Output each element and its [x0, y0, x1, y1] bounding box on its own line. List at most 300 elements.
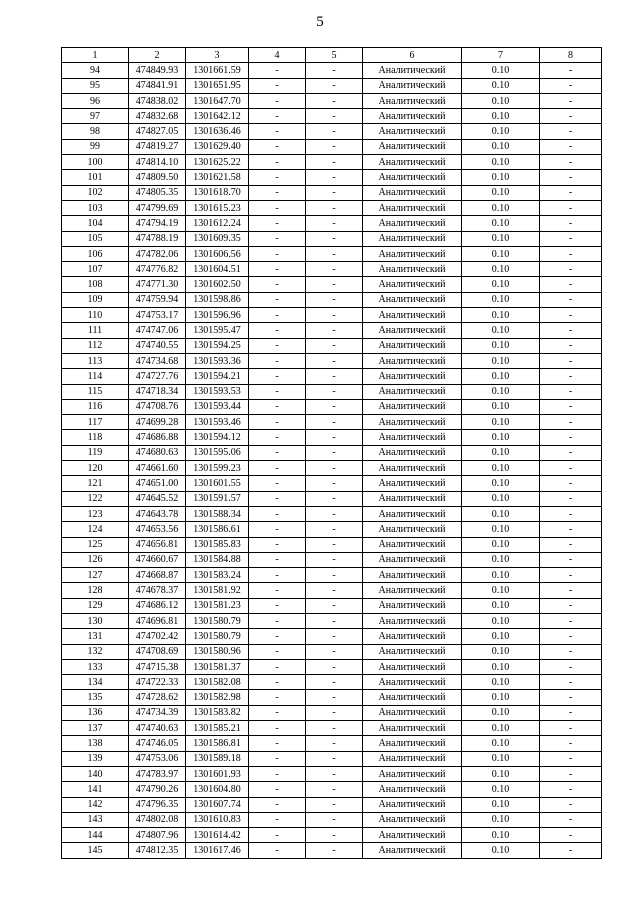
cell-col-4: - — [249, 399, 306, 414]
column-header-3: 3 — [186, 48, 249, 63]
cell-accuracy: 0.10 — [462, 384, 540, 399]
cell-x-coordinate: 474653.56 — [129, 522, 186, 537]
cell-method: Аналитический — [363, 613, 462, 628]
table-row — [62, 109, 602, 124]
table-row — [62, 598, 602, 613]
cell-y-coordinate: 1301595.47 — [186, 323, 249, 338]
cell-y-coordinate: 1301615.23 — [186, 200, 249, 215]
cell-col-5: - — [306, 491, 363, 506]
cell-x-coordinate: 474747.06 — [129, 323, 186, 338]
cell-col-5: - — [306, 353, 363, 368]
cell-col-4: - — [249, 262, 306, 277]
cell-col-4: - — [249, 415, 306, 430]
cell-y-coordinate: 1301591.57 — [186, 491, 249, 506]
cell-y-coordinate: 1301651.95 — [186, 78, 249, 93]
table-header-row — [62, 48, 602, 63]
cell-accuracy: 0.10 — [462, 63, 540, 78]
cell-point-number: 133 — [62, 659, 129, 674]
table-row — [62, 675, 602, 690]
cell-x-coordinate: 474782.06 — [129, 246, 186, 261]
cell-y-coordinate: 1301593.46 — [186, 415, 249, 430]
cell-col-8: - — [540, 476, 602, 491]
column-header-6: 6 — [363, 48, 462, 63]
cell-point-number: 136 — [62, 705, 129, 720]
cell-x-coordinate: 474832.68 — [129, 109, 186, 124]
cell-col-5: - — [306, 185, 363, 200]
column-header-7: 7 — [462, 48, 540, 63]
cell-col-5: - — [306, 246, 363, 261]
cell-accuracy: 0.10 — [462, 170, 540, 185]
cell-accuracy: 0.10 — [462, 659, 540, 674]
cell-col-4: - — [249, 782, 306, 797]
cell-x-coordinate: 474661.60 — [129, 461, 186, 476]
cell-x-coordinate: 474734.68 — [129, 353, 186, 368]
cell-point-number: 141 — [62, 782, 129, 797]
cell-x-coordinate: 474651.00 — [129, 476, 186, 491]
cell-col-8: - — [540, 353, 602, 368]
cell-accuracy: 0.10 — [462, 797, 540, 812]
cell-method: Аналитический — [363, 231, 462, 246]
cell-accuracy: 0.10 — [462, 721, 540, 736]
cell-col-4: - — [249, 124, 306, 139]
cell-point-number: 121 — [62, 476, 129, 491]
cell-col-4: - — [249, 644, 306, 659]
cell-accuracy: 0.10 — [462, 705, 540, 720]
table-row — [62, 384, 602, 399]
cell-method: Аналитический — [363, 430, 462, 445]
cell-col-8: - — [540, 445, 602, 460]
cell-col-5: - — [306, 690, 363, 705]
cell-col-5: - — [306, 644, 363, 659]
table-row — [62, 63, 602, 78]
cell-accuracy: 0.10 — [462, 231, 540, 246]
cell-col-8: - — [540, 292, 602, 307]
cell-col-4: - — [249, 491, 306, 506]
cell-col-8: - — [540, 552, 602, 567]
cell-col-4: - — [249, 461, 306, 476]
cell-point-number: 95 — [62, 78, 129, 93]
cell-col-8: - — [540, 415, 602, 430]
cell-x-coordinate: 474809.50 — [129, 170, 186, 185]
cell-method: Аналитический — [363, 461, 462, 476]
cell-col-8: - — [540, 766, 602, 781]
cell-x-coordinate: 474819.27 — [129, 139, 186, 154]
table-row — [62, 430, 602, 445]
table-row — [62, 124, 602, 139]
cell-col-4: - — [249, 338, 306, 353]
cell-method: Аналитический — [363, 751, 462, 766]
cell-col-8: - — [540, 170, 602, 185]
cell-col-8: - — [540, 491, 602, 506]
column-header-1: 1 — [62, 48, 129, 63]
cell-col-5: - — [306, 598, 363, 613]
cell-col-8: - — [540, 568, 602, 583]
cell-accuracy: 0.10 — [462, 476, 540, 491]
table-row — [62, 155, 602, 170]
cell-col-4: - — [249, 308, 306, 323]
cell-point-number: 94 — [62, 63, 129, 78]
cell-col-5: - — [306, 522, 363, 537]
cell-x-coordinate: 474796.35 — [129, 797, 186, 812]
cell-col-8: - — [540, 277, 602, 292]
cell-col-4: - — [249, 721, 306, 736]
cell-col-8: - — [540, 583, 602, 598]
cell-point-number: 113 — [62, 353, 129, 368]
table-row — [62, 690, 602, 705]
cell-point-number: 112 — [62, 338, 129, 353]
cell-method: Аналитический — [363, 766, 462, 781]
cell-point-number: 124 — [62, 522, 129, 537]
cell-y-coordinate: 1301598.86 — [186, 292, 249, 307]
cell-accuracy: 0.10 — [462, 568, 540, 583]
cell-col-4: - — [249, 78, 306, 93]
table-row — [62, 200, 602, 215]
cell-method: Аналитический — [363, 812, 462, 827]
cell-method: Аналитический — [363, 155, 462, 170]
cell-col-8: - — [540, 598, 602, 613]
cell-accuracy: 0.10 — [462, 828, 540, 843]
cell-accuracy: 0.10 — [462, 552, 540, 567]
cell-method: Аналитический — [363, 583, 462, 598]
cell-point-number: 106 — [62, 246, 129, 261]
cell-x-coordinate: 474771.30 — [129, 277, 186, 292]
cell-col-5: - — [306, 843, 363, 858]
cell-point-number: 107 — [62, 262, 129, 277]
cell-accuracy: 0.10 — [462, 308, 540, 323]
cell-y-coordinate: 1301625.22 — [186, 155, 249, 170]
cell-col-8: - — [540, 338, 602, 353]
cell-col-8: - — [540, 78, 602, 93]
cell-col-5: - — [306, 139, 363, 154]
cell-method: Аналитический — [363, 629, 462, 644]
cell-col-5: - — [306, 63, 363, 78]
cell-accuracy: 0.10 — [462, 690, 540, 705]
table-row — [62, 736, 602, 751]
cell-point-number: 109 — [62, 292, 129, 307]
cell-point-number: 140 — [62, 766, 129, 781]
cell-method: Аналитический — [363, 675, 462, 690]
cell-point-number: 104 — [62, 216, 129, 231]
cell-x-coordinate: 474807.96 — [129, 828, 186, 843]
cell-y-coordinate: 1301586.61 — [186, 522, 249, 537]
cell-point-number: 111 — [62, 323, 129, 338]
cell-col-4: - — [249, 216, 306, 231]
cell-x-coordinate: 474686.12 — [129, 598, 186, 613]
cell-y-coordinate: 1301593.44 — [186, 399, 249, 414]
cell-col-8: - — [540, 124, 602, 139]
cell-y-coordinate: 1301647.70 — [186, 93, 249, 108]
page-number: 5 — [316, 14, 324, 30]
cell-y-coordinate: 1301588.34 — [186, 506, 249, 521]
cell-x-coordinate: 474805.35 — [129, 185, 186, 200]
table-row — [62, 399, 602, 414]
cell-x-coordinate: 474759.94 — [129, 292, 186, 307]
cell-col-4: - — [249, 598, 306, 613]
cell-method: Аналитический — [363, 353, 462, 368]
cell-method: Аналитический — [363, 139, 462, 154]
cell-col-8: - — [540, 308, 602, 323]
cell-method: Аналитический — [363, 690, 462, 705]
cell-y-coordinate: 1301583.82 — [186, 705, 249, 720]
cell-col-5: - — [306, 445, 363, 460]
cell-x-coordinate: 474708.69 — [129, 644, 186, 659]
cell-col-8: - — [540, 231, 602, 246]
cell-method: Аналитический — [363, 262, 462, 277]
cell-y-coordinate: 1301581.92 — [186, 583, 249, 598]
cell-x-coordinate: 474812.35 — [129, 843, 186, 858]
cell-col-5: - — [306, 705, 363, 720]
cell-method: Аналитический — [363, 399, 462, 414]
table-row — [62, 139, 602, 154]
cell-point-number: 108 — [62, 277, 129, 292]
cell-point-number: 138 — [62, 736, 129, 751]
cell-point-number: 116 — [62, 399, 129, 414]
cell-y-coordinate: 1301599.23 — [186, 461, 249, 476]
cell-y-coordinate: 1301594.25 — [186, 338, 249, 353]
cell-method: Аналитический — [363, 308, 462, 323]
cell-x-coordinate: 474727.76 — [129, 369, 186, 384]
table-row — [62, 415, 602, 430]
cell-method: Аналитический — [363, 797, 462, 812]
cell-point-number: 135 — [62, 690, 129, 705]
cell-x-coordinate: 474799.69 — [129, 200, 186, 215]
cell-method: Аналитический — [363, 384, 462, 399]
cell-accuracy: 0.10 — [462, 369, 540, 384]
cell-col-4: - — [249, 170, 306, 185]
cell-col-8: - — [540, 93, 602, 108]
cell-col-4: - — [249, 323, 306, 338]
cell-point-number: 114 — [62, 369, 129, 384]
cell-col-4: - — [249, 476, 306, 491]
cell-accuracy: 0.10 — [462, 246, 540, 261]
cell-y-coordinate: 1301586.81 — [186, 736, 249, 751]
cell-col-4: - — [249, 766, 306, 781]
cell-col-4: - — [249, 430, 306, 445]
cell-col-4: - — [249, 812, 306, 827]
cell-col-5: - — [306, 659, 363, 674]
cell-method: Аналитический — [363, 369, 462, 384]
cell-col-5: - — [306, 323, 363, 338]
cell-point-number: 105 — [62, 231, 129, 246]
cell-col-8: - — [540, 675, 602, 690]
cell-method: Аналитический — [363, 170, 462, 185]
cell-y-coordinate: 1301581.37 — [186, 659, 249, 674]
cell-method: Аналитический — [363, 522, 462, 537]
cell-point-number: 118 — [62, 430, 129, 445]
cell-point-number: 129 — [62, 598, 129, 613]
table-row — [62, 338, 602, 353]
cell-col-4: - — [249, 506, 306, 521]
cell-method: Аналитический — [363, 644, 462, 659]
cell-col-4: - — [249, 613, 306, 628]
table-row — [62, 797, 602, 812]
cell-y-coordinate: 1301585.83 — [186, 537, 249, 552]
cell-point-number: 101 — [62, 170, 129, 185]
cell-col-8: - — [540, 262, 602, 277]
cell-x-coordinate: 474814.10 — [129, 155, 186, 170]
cell-y-coordinate: 1301604.51 — [186, 262, 249, 277]
cell-col-5: - — [306, 369, 363, 384]
cell-y-coordinate: 1301636.46 — [186, 124, 249, 139]
table-row — [62, 782, 602, 797]
cell-col-5: - — [306, 124, 363, 139]
table-row — [62, 812, 602, 827]
cell-accuracy: 0.10 — [462, 629, 540, 644]
cell-col-8: - — [540, 461, 602, 476]
cell-col-5: - — [306, 782, 363, 797]
cell-col-5: - — [306, 613, 363, 628]
cell-y-coordinate: 1301661.59 — [186, 63, 249, 78]
cell-col-8: - — [540, 751, 602, 766]
cell-col-8: - — [540, 782, 602, 797]
cell-y-coordinate: 1301589.18 — [186, 751, 249, 766]
cell-method: Аналитический — [363, 445, 462, 460]
cell-y-coordinate: 1301604.80 — [186, 782, 249, 797]
cell-x-coordinate: 474794.19 — [129, 216, 186, 231]
cell-x-coordinate: 474753.17 — [129, 308, 186, 323]
cell-method: Аналитический — [363, 782, 462, 797]
cell-method: Аналитический — [363, 124, 462, 139]
cell-point-number: 97 — [62, 109, 129, 124]
table-row — [62, 308, 602, 323]
cell-accuracy: 0.10 — [462, 506, 540, 521]
cell-point-number: 139 — [62, 751, 129, 766]
column-header-5: 5 — [306, 48, 363, 63]
cell-y-coordinate: 1301580.96 — [186, 644, 249, 659]
cell-col-5: - — [306, 200, 363, 215]
cell-col-5: - — [306, 797, 363, 812]
cell-col-8: - — [540, 659, 602, 674]
cell-col-5: - — [306, 751, 363, 766]
cell-x-coordinate: 474699.28 — [129, 415, 186, 430]
cell-x-coordinate: 474715.38 — [129, 659, 186, 674]
cell-col-5: - — [306, 736, 363, 751]
cell-y-coordinate: 1301583.24 — [186, 568, 249, 583]
table-row — [62, 292, 602, 307]
cell-col-4: - — [249, 690, 306, 705]
cell-accuracy: 0.10 — [462, 124, 540, 139]
cell-point-number: 144 — [62, 828, 129, 843]
cell-y-coordinate: 1301629.40 — [186, 139, 249, 154]
cell-col-8: - — [540, 828, 602, 843]
cell-y-coordinate: 1301580.79 — [186, 629, 249, 644]
cell-accuracy: 0.10 — [462, 782, 540, 797]
cell-point-number: 130 — [62, 613, 129, 628]
cell-col-4: - — [249, 629, 306, 644]
cell-y-coordinate: 1301595.06 — [186, 445, 249, 460]
cell-accuracy: 0.10 — [462, 522, 540, 537]
cell-x-coordinate: 474660.67 — [129, 552, 186, 567]
cell-x-coordinate: 474734.39 — [129, 705, 186, 720]
cell-point-number: 132 — [62, 644, 129, 659]
table-row — [62, 659, 602, 674]
cell-col-4: - — [249, 751, 306, 766]
cell-point-number: 100 — [62, 155, 129, 170]
cell-col-4: - — [249, 277, 306, 292]
cell-y-coordinate: 1301642.12 — [186, 109, 249, 124]
cell-col-5: - — [306, 231, 363, 246]
cell-col-5: - — [306, 430, 363, 445]
cell-accuracy: 0.10 — [462, 185, 540, 200]
cell-col-4: - — [249, 109, 306, 124]
cell-col-8: - — [540, 812, 602, 827]
table-row — [62, 537, 602, 552]
cell-method: Аналитический — [363, 491, 462, 506]
cell-y-coordinate: 1301582.08 — [186, 675, 249, 690]
cell-y-coordinate: 1301585.21 — [186, 721, 249, 736]
cell-x-coordinate: 474680.63 — [129, 445, 186, 460]
cell-col-5: - — [306, 828, 363, 843]
cell-col-4: - — [249, 828, 306, 843]
cell-col-4: - — [249, 200, 306, 215]
cell-accuracy: 0.10 — [462, 644, 540, 659]
cell-point-number: 126 — [62, 552, 129, 567]
cell-method: Аналитический — [363, 537, 462, 552]
cell-point-number: 115 — [62, 384, 129, 399]
cell-accuracy: 0.10 — [462, 353, 540, 368]
cell-col-8: - — [540, 430, 602, 445]
cell-method: Аналитический — [363, 721, 462, 736]
cell-accuracy: 0.10 — [462, 751, 540, 766]
cell-col-8: - — [540, 721, 602, 736]
cell-col-8: - — [540, 155, 602, 170]
cell-accuracy: 0.10 — [462, 812, 540, 827]
cell-y-coordinate: 1301607.74 — [186, 797, 249, 812]
table-row — [62, 231, 602, 246]
cell-y-coordinate: 1301594.12 — [186, 430, 249, 445]
table-row — [62, 843, 602, 858]
cell-col-5: - — [306, 399, 363, 414]
table-row — [62, 568, 602, 583]
cell-method: Аналитический — [363, 568, 462, 583]
cell-col-5: - — [306, 675, 363, 690]
cell-y-coordinate: 1301617.46 — [186, 843, 249, 858]
table-row — [62, 828, 602, 843]
cell-accuracy: 0.10 — [462, 843, 540, 858]
cell-accuracy: 0.10 — [462, 109, 540, 124]
cell-accuracy: 0.10 — [462, 262, 540, 277]
cell-y-coordinate: 1301582.98 — [186, 690, 249, 705]
cell-x-coordinate: 474841.91 — [129, 78, 186, 93]
cell-y-coordinate: 1301618.70 — [186, 185, 249, 200]
cell-y-coordinate: 1301609.35 — [186, 231, 249, 246]
cell-accuracy: 0.10 — [462, 430, 540, 445]
cell-col-5: - — [306, 155, 363, 170]
table-row — [62, 185, 602, 200]
cell-col-8: - — [540, 63, 602, 78]
cell-x-coordinate: 474728.62 — [129, 690, 186, 705]
cell-x-coordinate: 474718.34 — [129, 384, 186, 399]
cell-accuracy: 0.10 — [462, 461, 540, 476]
table-row — [62, 766, 602, 781]
cell-accuracy: 0.10 — [462, 277, 540, 292]
cell-y-coordinate: 1301580.79 — [186, 613, 249, 628]
cell-x-coordinate: 474802.08 — [129, 812, 186, 827]
cell-accuracy: 0.10 — [462, 338, 540, 353]
cell-point-number: 110 — [62, 308, 129, 323]
table-row — [62, 246, 602, 261]
cell-y-coordinate: 1301606.56 — [186, 246, 249, 261]
cell-x-coordinate: 474708.76 — [129, 399, 186, 414]
cell-col-4: - — [249, 445, 306, 460]
cell-accuracy: 0.10 — [462, 323, 540, 338]
column-header-2: 2 — [129, 48, 186, 63]
cell-accuracy: 0.10 — [462, 415, 540, 430]
table-row — [62, 78, 602, 93]
cell-point-number: 123 — [62, 506, 129, 521]
cell-point-number: 122 — [62, 491, 129, 506]
cell-x-coordinate: 474678.37 — [129, 583, 186, 598]
